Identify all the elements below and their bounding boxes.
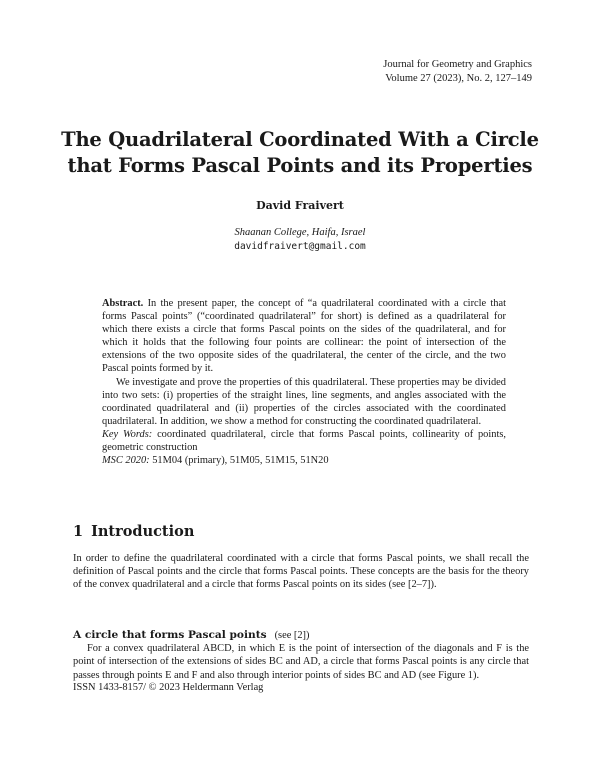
paper-title: The Quadrilateral Coordinated With a Circle that Forms Pascal Points and its Properties (61, 128, 539, 177)
abstract-paragraph-2: We investigate and prove the properties of this quadrilateral. These properties may be divided into two sets: (i) properties of the straight lines, line segments, and angles associated with the coordinated quadrilateral and (ii) properties of the circles associated with the coordinated quadrilateral. In addition, we show a method for constructing the coordinated quadrilateral. (102, 376, 506, 427)
introduction-text: In order to define the quadrilateral coordinated with a circle that forms Pascal points, we shall recall the definition of Pascal points and the circle that forms Pascal points. These concepts are the basis for the theory of the convex quadrilateral and a circle that forms Pascal points on its sides (see [2–7]). (73, 553, 529, 591)
abstract-label: Abstract. (102, 298, 144, 309)
subsection-heading-line (73, 629, 529, 642)
abstract-paragraph-1 (102, 297, 506, 376)
keywords-text: coordinated quadrilateral, circle that forms Pascal points, collinearity of points, geometric construction (102, 428, 506, 454)
introduction (73, 552, 529, 592)
section-title: Introduction (91, 523, 195, 540)
subsection-reference: (see [2]) (274, 630, 310, 641)
section-heading (73, 523, 194, 540)
footer-issn: ISSN 1433-8157/ © 2023 Heldermann Verlag (73, 682, 264, 693)
author-name: David Fraivert (256, 199, 344, 212)
subsection-heading: A circle that forms Pascal points (73, 629, 267, 641)
author-email: davidfraivert@gmail.com (234, 241, 366, 252)
msc-label: MSC 2020: (102, 455, 150, 467)
msc-text: 51M04 (primary), 51M05, 51M15, 51N20 (152, 455, 329, 467)
msc-classification (102, 454, 506, 467)
keywords (102, 428, 506, 454)
journal-name: Journal for Geometry and Graphics (383, 59, 532, 70)
section-number: 1 (73, 523, 84, 540)
journal-header (383, 58, 532, 86)
subsection (73, 629, 529, 682)
journal-volume: Volume 27 (2023), No. 2, 127–149 (385, 73, 532, 84)
keywords-label: Key Words: (102, 428, 153, 440)
abstract (102, 297, 506, 467)
author-affiliation: Shaanan College, Haifa, Israel (234, 227, 366, 238)
subsection-text: For a convex quadrilateral ABCD, in which E is the point of intersection of the diagonals and F is the point of intersection of the extensions of sides BC and AD, a circle that forms Pascal points is any circle that passes through points E and F and also through interior points of sides BC and AD (see Figure 1). (73, 643, 529, 681)
abstract-text-1: In the present paper, the concept of “a quadrilateral coordinated with a circle that forms Pascal points” (“coordinated quadrilateral” for short) is defined as a quadrilateral for which there exists a circle that forms Pascal points on the sides of the quadrilateral, and for which it holds that the following four points are collinear: the point of intersection of the extensions of the two opposite sides of the quadrilateral, the center of the circle, and the two Pascal points formed by it. (102, 298, 507, 375)
